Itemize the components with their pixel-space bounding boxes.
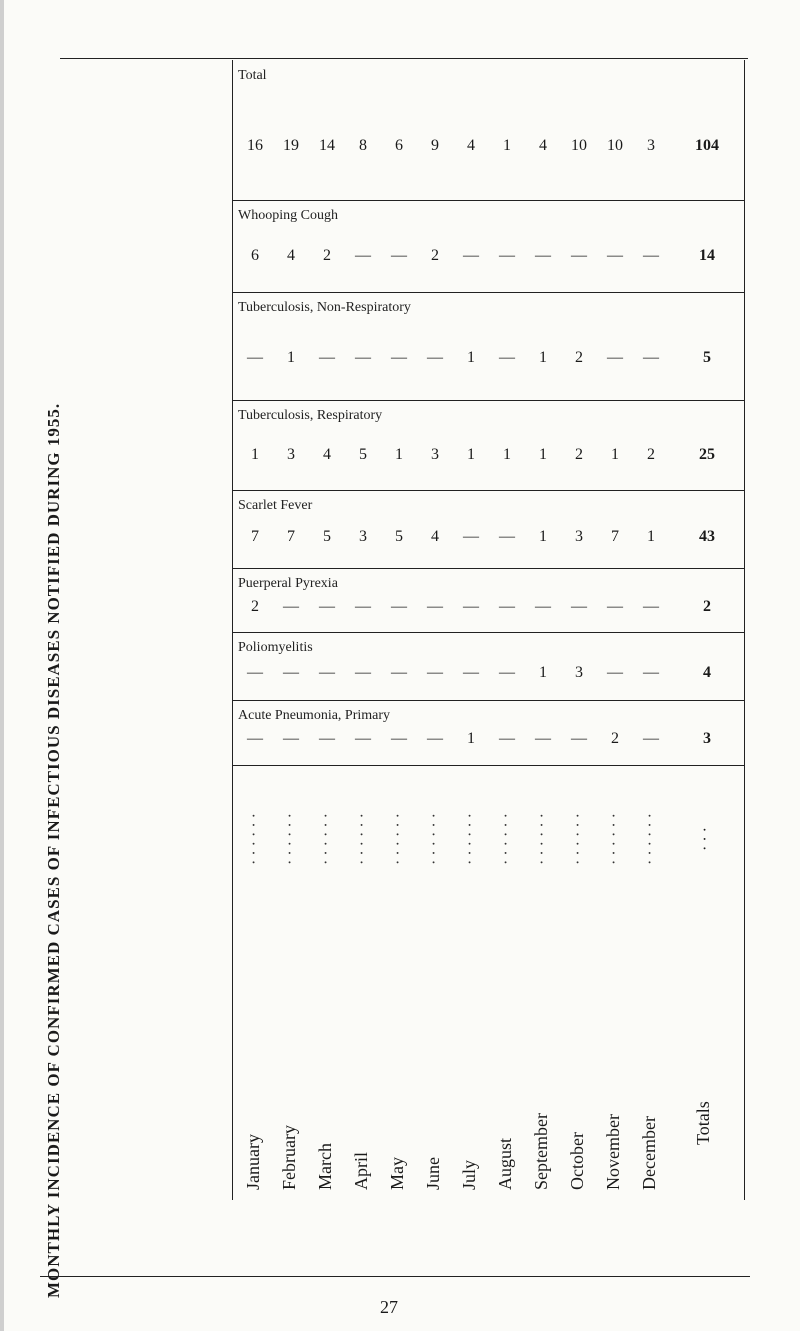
- dot-leader: · · · · · ·: [498, 813, 515, 865]
- table-cell: —: [571, 730, 587, 748]
- table-cell: —: [643, 730, 659, 748]
- table-cell: 5: [395, 528, 403, 546]
- table-cell: 19: [283, 136, 299, 154]
- row-total-cell: 3: [703, 730, 711, 748]
- table-cell: —: [427, 597, 443, 615]
- month-label: December: [639, 1116, 659, 1190]
- row-total-cell: 2: [703, 597, 711, 615]
- dot-leader: · · · · · ·: [282, 813, 299, 865]
- variable-header: Poliomyelitis: [238, 640, 313, 655]
- table-cell: —: [391, 730, 407, 748]
- table-cell: 2: [575, 445, 583, 463]
- table-cell: —: [247, 664, 263, 682]
- table-cell: 3: [287, 445, 295, 463]
- month-label: January: [243, 1134, 263, 1190]
- variable-header: Tuberculosis, Non-Respiratory: [238, 300, 411, 315]
- month-label: February: [279, 1125, 299, 1190]
- table-cell: —: [283, 730, 299, 748]
- table-cell: 2: [647, 445, 655, 463]
- month-label: March: [315, 1143, 335, 1190]
- table-cell: —: [607, 348, 623, 366]
- row-total-cell: 43: [699, 528, 715, 546]
- table-cell: —: [391, 597, 407, 615]
- binding-gutter: [0, 0, 4, 1331]
- table-cell: —: [355, 664, 371, 682]
- table-cell: —: [391, 247, 407, 265]
- table-cell: —: [427, 730, 443, 748]
- table-cell: —: [463, 528, 479, 546]
- table-cell: —: [463, 664, 479, 682]
- table-cell: —: [427, 664, 443, 682]
- top-rule: [60, 58, 748, 59]
- month-label: April: [351, 1152, 371, 1190]
- table-cell: —: [319, 597, 335, 615]
- table-cell: —: [355, 597, 371, 615]
- table-cell: 2: [575, 348, 583, 366]
- row-total-cell: 5: [703, 348, 711, 366]
- table-cell: 3: [431, 445, 439, 463]
- table-cell: —: [391, 664, 407, 682]
- incidence-table: [232, 60, 744, 1200]
- dot-leader: · · · · · ·: [570, 813, 587, 865]
- month-label: August: [495, 1137, 515, 1190]
- table-cell: —: [535, 597, 551, 615]
- dot-leader: · · · · · ·: [426, 813, 443, 865]
- month-column: [276, 770, 306, 1190]
- figure-grid: [232, 60, 744, 1200]
- table-cell: —: [607, 247, 623, 265]
- table-cell: 16: [247, 136, 263, 154]
- table-cell: 1: [467, 730, 475, 748]
- month-label: June: [423, 1157, 443, 1190]
- table-cell: 7: [287, 528, 295, 546]
- table-right-rule: [744, 60, 745, 1200]
- table-cell: —: [571, 247, 587, 265]
- month-column: [240, 770, 270, 1190]
- table-cell: —: [319, 348, 335, 366]
- table-cell: 1: [287, 348, 295, 366]
- table-cell: —: [283, 664, 299, 682]
- running-head-text: MONTHLY INCIDENCE OF CONFIRMED CASES OF INFECTIOUS DISEASES NOTIFIED DURING 1955.: [44, 402, 63, 1298]
- table-cell: 2: [431, 247, 439, 265]
- variable-header: Puerperal Pyrexia: [238, 576, 338, 591]
- table-cell: 1: [539, 664, 547, 682]
- table-cell: 10: [571, 136, 587, 154]
- page-number: 27: [380, 1297, 398, 1317]
- table-cell: 2: [323, 247, 331, 265]
- table-cell: 1: [395, 445, 403, 463]
- table-cell: —: [355, 348, 371, 366]
- dot-leader: · · · · · ·: [318, 813, 335, 865]
- table-cell: 4: [431, 528, 439, 546]
- month-label: October: [567, 1132, 587, 1190]
- table-cell: 4: [323, 445, 331, 463]
- table-cell: 1: [539, 445, 547, 463]
- table-cell: —: [355, 730, 371, 748]
- table-cell: 3: [647, 136, 655, 154]
- table-cell: 1: [539, 348, 547, 366]
- table-cell: 1: [647, 528, 655, 546]
- row-total-cell: 14: [699, 247, 715, 265]
- table-cell: 5: [359, 445, 367, 463]
- dot-leader: · · · · · ·: [462, 813, 479, 865]
- table-cell: —: [391, 348, 407, 366]
- table-cell: 1: [467, 348, 475, 366]
- month-column: [312, 770, 342, 1190]
- table-cell: —: [535, 730, 551, 748]
- table-cell: 8: [359, 136, 367, 154]
- table-cell: —: [499, 664, 515, 682]
- table-cell: —: [283, 597, 299, 615]
- month-column: [348, 770, 378, 1190]
- month-column: [456, 770, 486, 1190]
- dot-leader: · · · · · ·: [642, 813, 659, 865]
- dot-leader: · · · · · ·: [390, 813, 407, 865]
- table-cell: 10: [607, 136, 623, 154]
- table-cell: —: [607, 664, 623, 682]
- table-cell: —: [643, 597, 659, 615]
- row-total-cell: 104: [695, 136, 719, 154]
- month-column: [384, 770, 414, 1190]
- variable-header: Tuberculosis, Respiratory: [238, 408, 383, 423]
- table-cell: 2: [611, 730, 619, 748]
- month-column: [420, 770, 450, 1190]
- table-cell: 1: [503, 445, 511, 463]
- table-cell: —: [535, 247, 551, 265]
- table-cell: —: [499, 528, 515, 546]
- table-cell: 1: [251, 445, 259, 463]
- variable-header: Scarlet Fever: [238, 498, 313, 513]
- month-column: [636, 770, 666, 1190]
- table-cell: 1: [539, 528, 547, 546]
- table-cell: —: [643, 247, 659, 265]
- month-column: [528, 770, 558, 1190]
- month-column: [600, 770, 630, 1190]
- table-cell: —: [571, 597, 587, 615]
- table-cell: 7: [611, 528, 619, 546]
- table-cell: —: [499, 597, 515, 615]
- table-cell: —: [463, 247, 479, 265]
- table-cell: —: [607, 597, 623, 615]
- table-cell: 3: [359, 528, 367, 546]
- variable-header: Whooping Cough: [238, 208, 338, 223]
- month-band: [232, 770, 744, 1195]
- dot-leader: · · · · · ·: [534, 813, 551, 865]
- table-cell: —: [463, 597, 479, 615]
- variable-header: Acute Pneumonia, Primary: [238, 708, 391, 723]
- table-cell: 6: [395, 136, 403, 154]
- table-cell: —: [355, 247, 371, 265]
- table-cell: —: [499, 348, 515, 366]
- table-cell: 6: [251, 247, 259, 265]
- table-cell: 3: [575, 528, 583, 546]
- table-cell: —: [427, 348, 443, 366]
- table-cell: 1: [503, 136, 511, 154]
- month-column: [492, 770, 522, 1190]
- table-cell: —: [499, 247, 515, 265]
- table-cell: 7: [251, 528, 259, 546]
- table-cell: —: [247, 348, 263, 366]
- table-cell: 3: [575, 664, 583, 682]
- table-cell: 9: [431, 136, 439, 154]
- table-cell: 2: [251, 597, 259, 615]
- table-cell: —: [319, 730, 335, 748]
- table-cell: 4: [539, 136, 547, 154]
- dot-leader: · · · · · ·: [246, 813, 263, 865]
- totals-dot-leader: · · ·: [696, 827, 714, 851]
- month-label: July: [459, 1159, 479, 1190]
- table-cell: 1: [611, 445, 619, 463]
- table-cell: —: [643, 348, 659, 366]
- table-cell: 1: [467, 445, 475, 463]
- variable-header: Total: [238, 68, 267, 83]
- table-cell: —: [643, 664, 659, 682]
- dot-leader: · · · · · ·: [606, 813, 623, 865]
- month-label: May: [387, 1157, 407, 1190]
- table-cell: 4: [287, 247, 295, 265]
- row-total-cell: 25: [699, 445, 715, 463]
- table-cell: —: [319, 664, 335, 682]
- totals-label: Totals: [693, 1101, 713, 1145]
- month-label: November: [603, 1114, 623, 1190]
- table-cell: 5: [323, 528, 331, 546]
- month-label: September: [531, 1113, 551, 1190]
- table-cell: —: [499, 730, 515, 748]
- month-column: [564, 770, 594, 1190]
- bottom-rule: [40, 1276, 750, 1277]
- dot-leader: · · · · · ·: [354, 813, 371, 865]
- table-cell: 4: [467, 136, 475, 154]
- table-cell: 14: [319, 136, 335, 154]
- table-cell: —: [247, 730, 263, 748]
- row-total-cell: 4: [703, 664, 711, 682]
